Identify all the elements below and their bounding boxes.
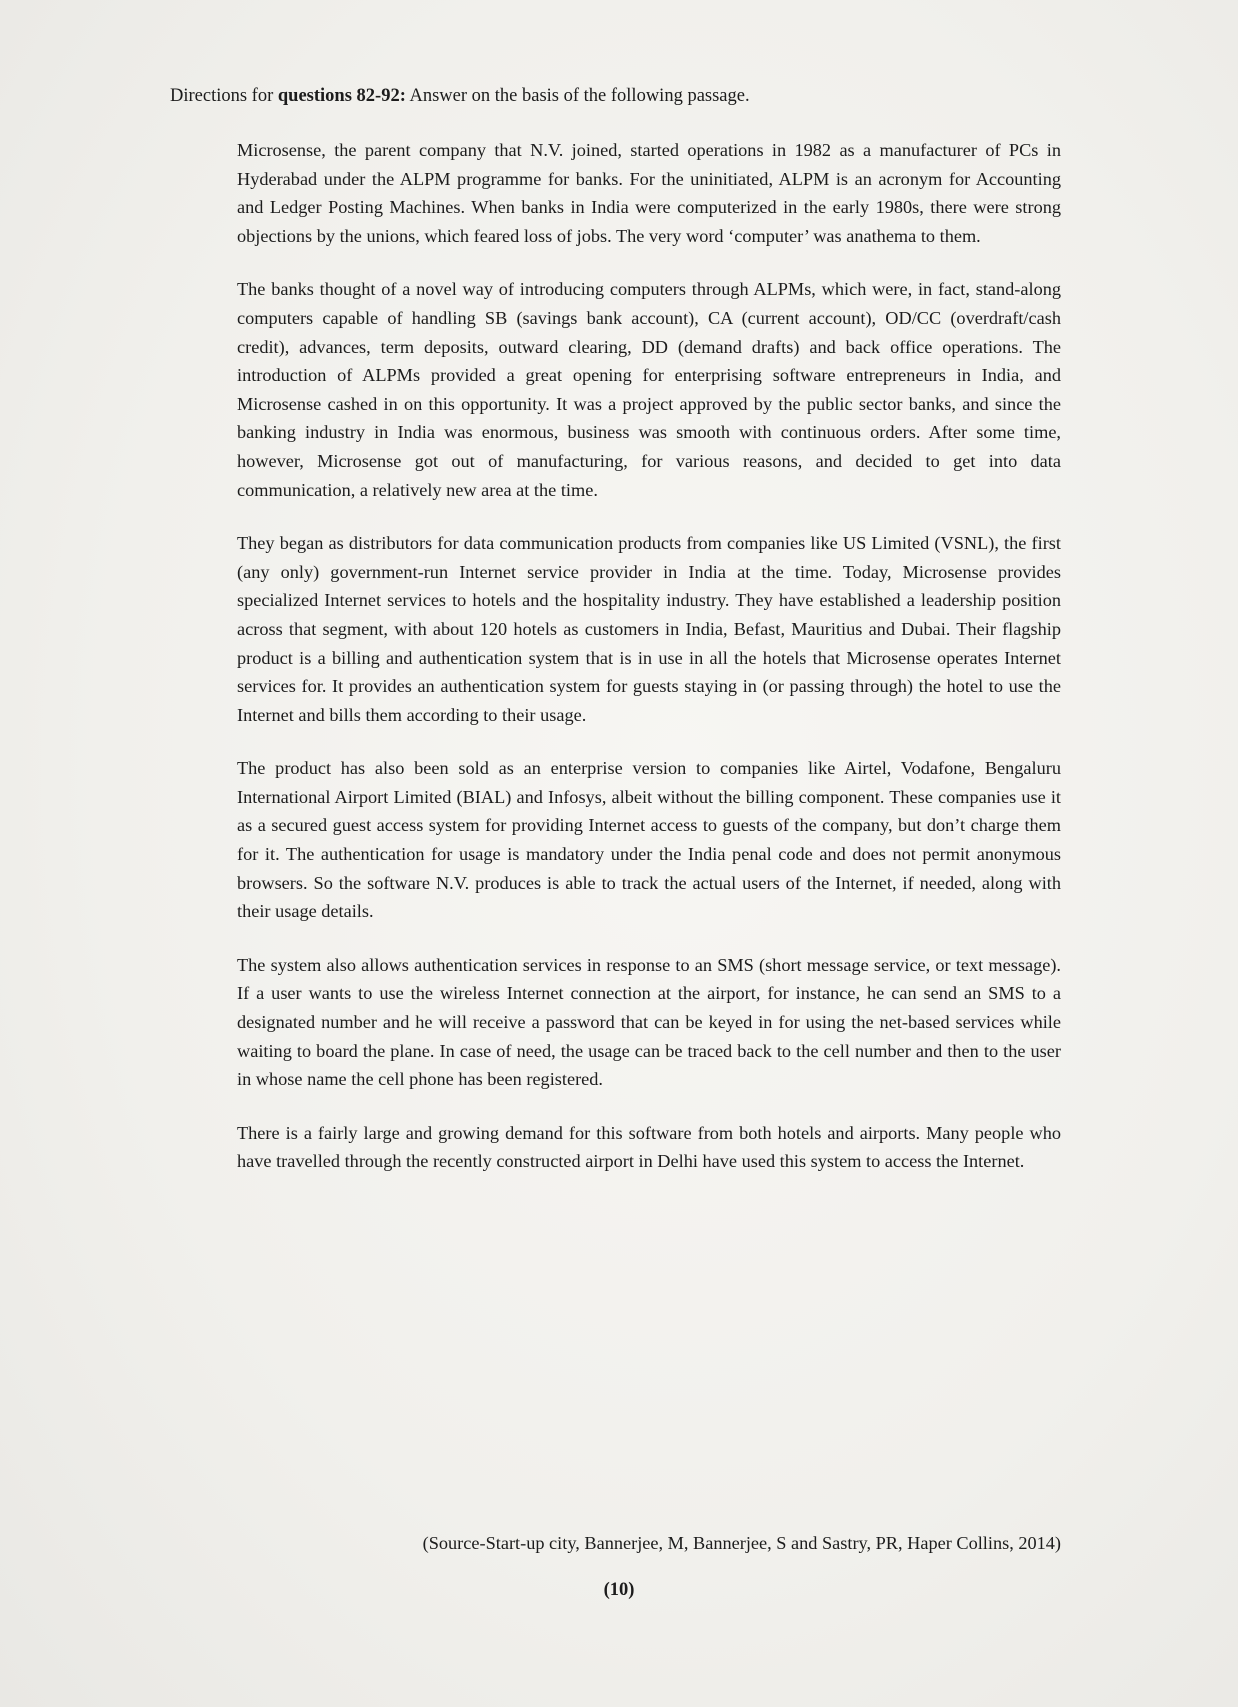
- question-range: questions 82-92:: [277, 86, 406, 106]
- directions-suffix: Answer on the basis of the following passage.: [405, 86, 750, 106]
- passage-paragraph-5: The system also allows authentication services in response to an SMS (short message service, or text message). If a user wants to use the wireless Internet connection at the airport, for instance, he can send an SMS to a designated number and he will receive a password that can be keyed in for using the net-based services while waiting to board the plane. In case of need, the usage can be traced back to the cell number and then to the user in whose name the cell phone has been registered.: [237, 954, 1061, 1090]
- passage-paragraph-3: They began as distributors for data communication products from companies like US Limited (VSNL), the first (any only) government-run Internet service provider in India at the time. Today, Microsense provides specialized Internet services to hotels and the hospitality industry. They have established a leadership position across that segment, with about 120 hotels as customers in India, Befast, Mauritius and Dubai. Their flagship product is a billing and authentication system that is in use in all the hotels that Microsense operates Internet services for. It provides an authentication system for guests staying in (or passing through) the hotel to use the Internet and bills them according to their usage.: [237, 533, 1061, 725]
- source-citation: (Source-Start-up city, Bannerjee, M, Bannerjee, S and Sastry, PR, Haper Collins, 2014): [422, 1533, 1061, 1553]
- passage-paragraph-1: Microsense, the parent company that N.V. joined, started operations in 1982 as a manufacturer of PCs in Hyderabad under the ALPM programme for banks. For the uninitiated, ALPM is an acronym for Accounting and Ledger Posting Machines. When banks in India were computerized in the early 1980s, there were strong objections by the unions, which feared loss of jobs. The very word ‘computer’ was anathema to them.: [237, 140, 1061, 246]
- passage-paragraph-2: The banks thought of a novel way of introducing computers through ALPMs, which were, in fact, stand-along computers capable of handling SB (savings bank account), CA (current account), OD/CC (overdraft/cash credit), advances, term deposits, outward clearing, DD (demand drafts) and back office operations. The introduction of ALPMs provided a great opening for enterprising software entrepreneurs in India, and Microsense cashed in on this opportunity. It was a project approved by the public sector banks, and since the banking industry in India was enormous, business was smooth with continuous orders. After some time, however, Microsense got out of manufacturing, for various reasons, and decided to get into data communication, a relatively new area at the time.: [237, 279, 1061, 500]
- passage-paragraph-6: There is a fairly large and growing demand for this software from both hotels and airports. Many people who have travelled through the recently constructed airport in Delhi have used this system to access the Internet.: [237, 1122, 1061, 1172]
- passage-paragraph-4: The product has also been sold as an enterprise version to companies like Airtel, Vodafone, Bengaluru International Airport Limited (BIAL) and Infosys, albeit without the billing component. These companies use it as a secured guest access system for providing Internet access to guests of the company, but don’t charge them for it. The authentication for usage is mandatory under the India penal code and does not permit anonymous browsers. So the software N.V. produces is able to track the actual users of the Internet, if needed, along with their usage details.: [237, 758, 1061, 922]
- directions-line: [170, 84, 750, 108]
- directions-prefix: Directions for: [170, 86, 278, 106]
- page-number: (10): [603, 1580, 635, 1600]
- passage: [237, 136, 1061, 1201]
